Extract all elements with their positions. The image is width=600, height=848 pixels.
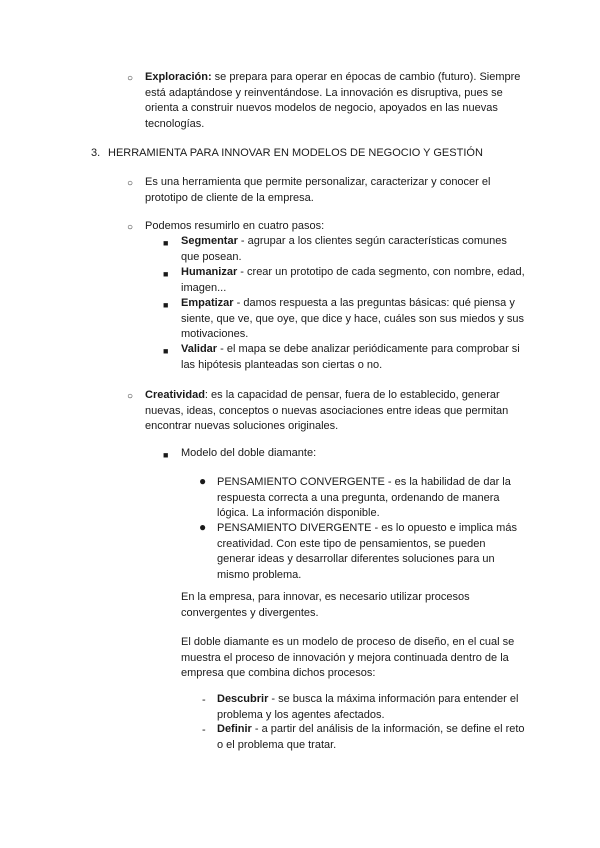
- square-bullet-icon: ■: [163, 346, 169, 356]
- round-bullet-icon: ●: [199, 520, 207, 534]
- exploracion-term: Exploración:: [145, 71, 212, 83]
- fase-text: - se busca la máxima información para entender el problema y los agentes afectados.: [217, 693, 519, 721]
- fase-term: Descubrir: [217, 693, 269, 705]
- exploracion-text: se prepara para operar en épocas de cambio (futuro). Siempre está adaptándose y reinventándose. La innovación es disruptiva, pues se orienta a construir nuevos modelos de negocio, apoyados en las nuevas tecnologías.: [145, 71, 521, 130]
- fase-definir: [217, 722, 527, 753]
- step-empatizar: [181, 296, 526, 343]
- circle-bullet-icon: ○: [127, 222, 134, 233]
- fase-text: - a partir del análisis de la información, se define el reto o el problema que tratar.: [217, 723, 525, 751]
- step-text: - agrupar a los clientes según características comunes que posean.: [181, 235, 507, 263]
- paragraph-procesos: En la empresa, para innovar, es necesario utilizar procesos convergentes y divergentes.: [181, 591, 470, 619]
- exploracion-item: [145, 70, 530, 132]
- square-bullet-icon: ■: [163, 450, 169, 460]
- square-bullet-icon: ■: [163, 238, 169, 248]
- pensamiento-divergente: PENSAMIENTO DIVERGENTE - es lo opuesto e implica más creatividad. Con este tipo de pensamientos, se pueden generar ideas y desarrollar diferentes soluciones para un mismo problema.: [217, 522, 517, 581]
- step-humanizar: [181, 265, 526, 296]
- modelo-label: Modelo del doble diamante:: [181, 447, 317, 459]
- creatividad-item: [145, 388, 530, 435]
- pensamiento-convergente: PENSAMIENTO CONVERGENTE - es la habilidad de dar la respuesta correcta a una pregunta, ordenando de manera lógica. La información disponible.: [217, 476, 511, 519]
- step-text: - crear un prototipo de cada segmento, con nombre, edad, imagen...: [181, 266, 525, 294]
- section-number: 3.: [91, 147, 101, 159]
- creatividad-term: Creatividad: [145, 389, 205, 401]
- creatividad-text: : es la capacidad de pensar, fuera de lo establecido, generar nuevas, ideas, conceptos o nuevas asociaciones entre ideas que permitan encontrar nuevas soluciones originales.: [145, 389, 509, 432]
- step-segmentar: [181, 234, 526, 265]
- fase-term: Definir: [217, 723, 252, 735]
- step-term: Validar: [181, 343, 218, 355]
- square-bullet-icon: ■: [163, 300, 169, 310]
- step-validar: [181, 342, 526, 373]
- paragraph-doble-diamante: El doble diamante es un modelo de proceso de diseño, en el cual se muestra el proceso de innovación y mejora continuada dentro de la empresa que combina dichos procesos:: [181, 636, 515, 679]
- circle-bullet-icon: ○: [127, 178, 134, 189]
- step-term: Empatizar: [181, 297, 234, 309]
- round-bullet-icon: ●: [199, 474, 207, 488]
- step-term: Humanizar: [181, 266, 238, 278]
- circle-bullet-icon: ○: [127, 73, 134, 84]
- fase-descubrir: [217, 692, 527, 723]
- square-bullet-icon: ■: [163, 269, 169, 279]
- step-text: - damos respuesta a las preguntas básicas: qué piensa y siente, que ve, que oye, que dice y hace, cuáles son sus miedos y sus motivaciones.: [181, 297, 525, 340]
- step-text: - el mapa se debe analizar periódicamente para comprobar si las hipótesis planteadas son ciertas o no.: [181, 343, 520, 371]
- step-term: Segmentar: [181, 235, 238, 247]
- section-title: HERRAMIENTA PARA INNOVAR EN MODELOS DE NEGOCIO Y GESTIÓN: [108, 147, 483, 159]
- dash-bullet-icon: -: [202, 724, 206, 736]
- circle-bullet-icon: ○: [127, 391, 134, 402]
- dash-bullet-icon: -: [202, 694, 206, 706]
- steps-intro: Podemos resumirlo en cuatro pasos:: [145, 220, 325, 232]
- section-intro: Es una herramienta que permite personalizar, caracterizar y conocer el prototipo de cliente de la empresa.: [145, 176, 491, 204]
